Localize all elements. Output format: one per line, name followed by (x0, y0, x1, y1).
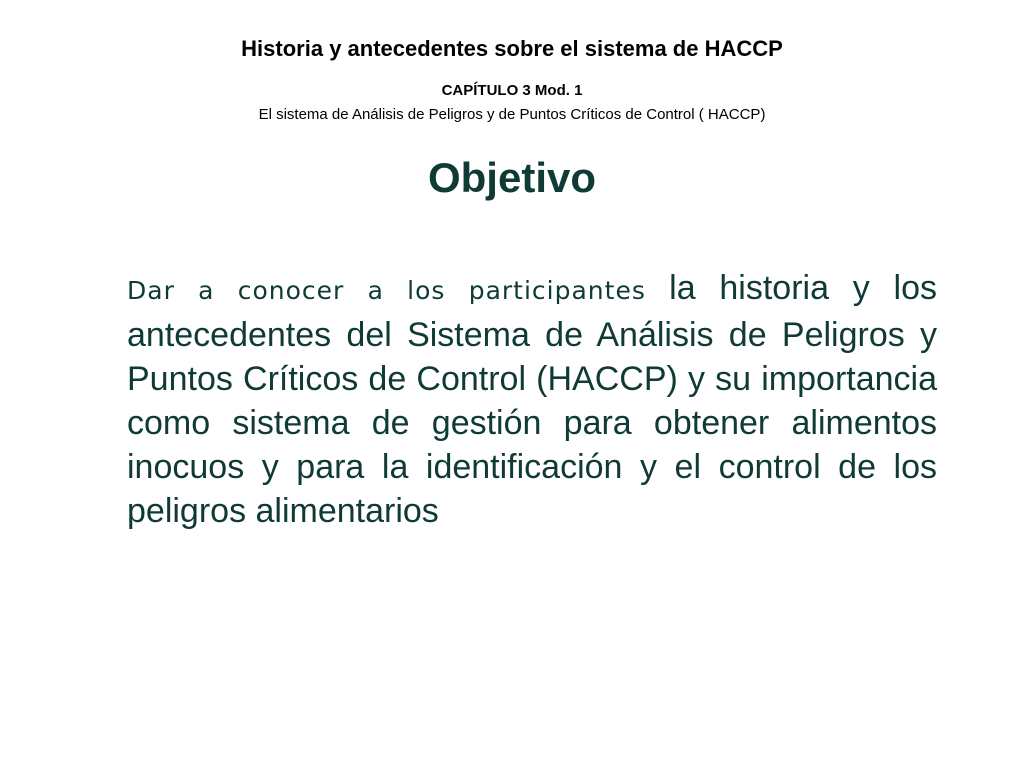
objective-body: la historia y los antecedentes del Sistema de Análisis de Peligros y Puntos Críticos de Control (HACCP) y su importancia como sistema de gestión para obtener alimentos inocuos y para la identificación y el control de los peligros alimentarios (127, 269, 937, 530)
section-heading: Objetivo (427, 154, 597, 201)
objective-paragraph (127, 266, 937, 533)
header-title: Historia y antecedentes sobre el sistema de HACCP (241, 36, 783, 61)
subtitle: El sistema de Análisis de Peligros y de Puntos Críticos de Control ( HACCP) (258, 106, 766, 123)
objective-lead: Dar a conocer a los participantes (127, 276, 670, 305)
chapter-label: CAPÍTULO 3 Mod. 1 (441, 82, 583, 99)
